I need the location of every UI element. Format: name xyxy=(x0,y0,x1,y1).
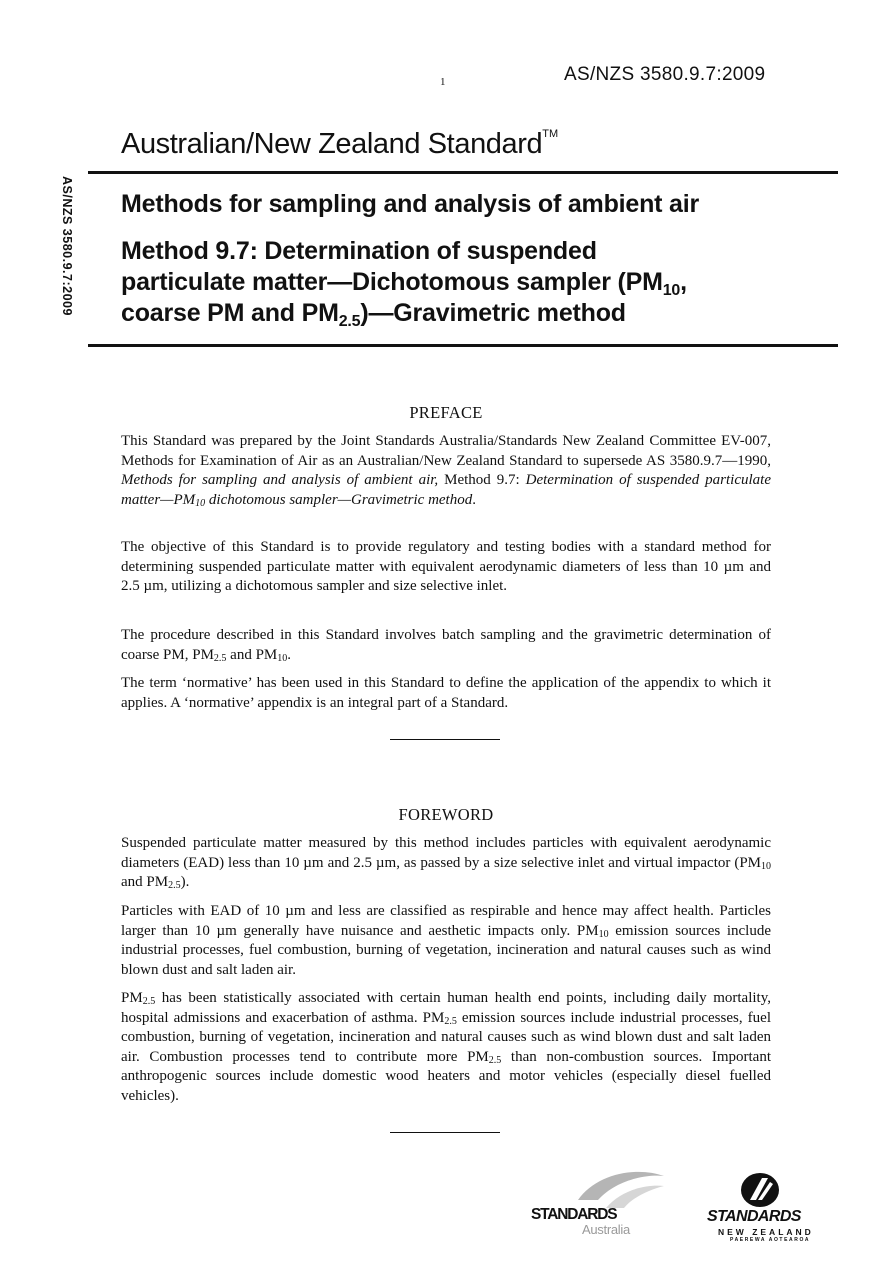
document-title-text: Australian/New Zealand Standard xyxy=(121,128,543,160)
standards-australia-logo xyxy=(530,1170,670,1240)
document-title xyxy=(121,128,558,161)
preface-paragraph-4: The term ‘normative’ has been used in this Standard to define the application of the appendix to which it applies. A ‘normative’ appendix is an integral part of a Standard. xyxy=(121,675,771,711)
page-number: 1 xyxy=(440,76,446,88)
series-title: Methods for sampling and analysis of ambient air xyxy=(121,190,700,218)
trademark-mark: TM xyxy=(542,128,559,140)
snz-logo-sub: NEW ZEALAND xyxy=(718,1227,814,1237)
side-standard-code: AS/NZS 3580.9.7:2009 xyxy=(60,176,74,316)
snz-logo-word: STANDARDS xyxy=(707,1208,801,1225)
standard-code: AS/NZS 3580.9.7:2009 xyxy=(564,64,766,85)
foreword-heading: FOREWORD xyxy=(398,805,494,824)
swoosh-icon xyxy=(576,1170,666,1210)
preface-paragraph-3: The procedure described in this Standard involves batch sampling and the gravimetric determination of coarse PM, $PM_{2.5}$ and $PM_{10}$. xyxy=(121,627,771,664)
title-rule-bottom xyxy=(88,344,838,347)
foreword-paragraph-1: Suspended particulate matter measured by this method includes particles with equivalent aerodynamic diameters (EAD) less than 10 µm and 2.5 µm, as passed by a size selective inlet and virtual impactor ($PM_{10}$ and $PM_{2.5}$). xyxy=(121,835,771,891)
title-rule-top xyxy=(88,171,838,174)
method-title-line-2: particulate matter—Dichotomous sampler ($PM_{10}$, xyxy=(121,268,687,299)
section-divider-1 xyxy=(390,739,500,740)
snz-logo-maori: PAEREWA AOTEAROA xyxy=(730,1237,811,1243)
standards-new-zealand-logo xyxy=(704,1170,834,1243)
sa-logo-sub: Australia xyxy=(582,1222,630,1237)
method-title-line-1: Method 9.7: Determination of suspended xyxy=(121,237,597,265)
method-title xyxy=(121,236,821,329)
section-divider-2 xyxy=(390,1132,500,1133)
method-title-line-3: coarse PM and $PM_{2.5})—Gravimetric$ method xyxy=(121,299,626,330)
foreword-paragraph-3: $PM_{2.5}$ has been statistically associated with certain human health end points, including daily mortality, hospital admissions and exacerbation of asthma. $PM_{2.5}$ emission sources include industrial processes, fuel combustion, burning of vegetation, incineration and natural causes such as wind blown dust and salt laden air. Combustion processes tend to contribute more $PM_{2.5}$ than non-combustion sources. Important anthropogenic sources include domestic wood heaters and motor vehicles (especially diesel fuelled vehicles). xyxy=(121,990,772,1104)
snz-emblem-icon xyxy=(738,1170,782,1210)
preface-paragraph-1: This Standard was prepared by the Joint Standards Australia/Standards New Zealand Committee EV-007, Methods for Examination of Air as an Australian/New Zealand Standard to supersede AS 3580.9.7—1990, Methods for sampling and analysis of ambient air, Method 9.7: Determination of suspended particulate $matter—PM_{10}$ dichotomous sampler—Gravimetric method. xyxy=(121,433,771,509)
sa-logo-word: STANDARDS xyxy=(531,1206,617,1223)
preface-heading: PREFACE xyxy=(409,403,483,422)
foreword-paragraph-2: Particles with EAD of 10 µm and less are classified as respirable and hence may affect health. Particles larger than 10 µm generally have nuisance and aesthetic impacts only. $PM_{10}$ emission sources include industrial processes, fuel combustion, burning of vegetation, incineration and natural causes such as wind blown dust and salt laden air. xyxy=(121,903,771,978)
preface-paragraph-2: The objective of this Standard is to provide regulatory and testing bodies with a standard method for determining suspended particulate matter with equivalent aerodynamic diameters of less than 10 µm and 2.5 µm, utilizing a dichotomous sampler and size selective inlet. xyxy=(121,539,771,594)
